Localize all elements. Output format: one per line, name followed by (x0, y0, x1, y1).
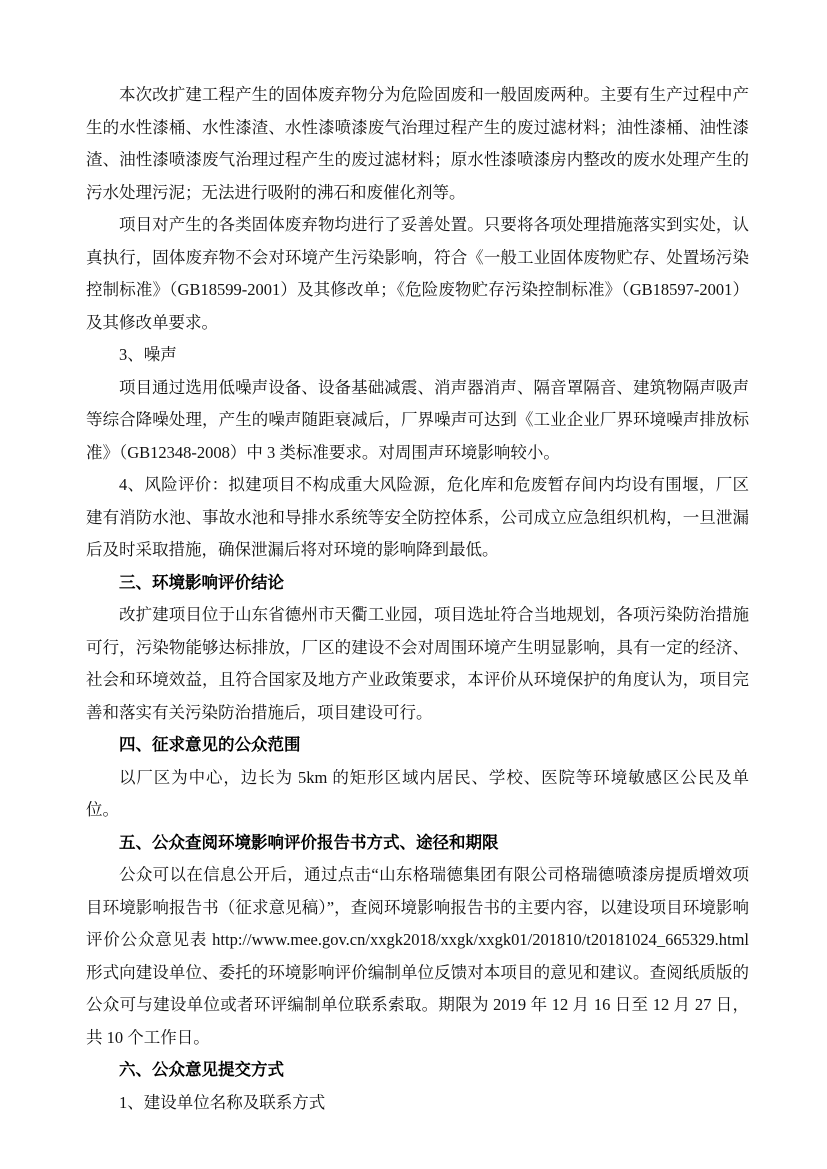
paragraph-solid-waste-disposal: 项目对产生的各类固体废弃物均进行了妥善处置。只要将各项处理措施落实到实处，认真执行，固体废弃物不会对环境产生污染影响，符合《一般工业固体废物贮存、处置场污染控制标准》（GB18599-2001）及其修改单；《危险废物贮存污染控制标准》（GB18597-2001）及其修改单要求。 (86, 215, 749, 332)
paragraph-solid-waste-types: 本次改扩建工程产生的固体废弃物分为危险固废和一般固废两种。主要有生产过程中产生的水性漆桶、水性漆渣、水性漆喷漆废气治理过程产生的废过滤材料；油性漆桶、油性漆渣、油性漆喷漆废气治理过程产生的废过滤材料；原水性漆喷漆房内整改的废水处理产生的污水处理污泥；无法进行吸附的沸石和废催化剂等。 (86, 85, 749, 202)
paragraph-eia-conclusion: 改扩建项目位于山东省德州市天衢工业园，项目选址符合当地规划，各项污染防治措施可行，污染物能够达标排放，厂区的建设不会对周围环境产生明显影响，具有一定的经济、社会和环境效益，且符合国家及地方产业政策要求，本评价从环境保护的角度认为，项目完善和落实有关污染防治措施后，项目建设可行。 (86, 605, 749, 722)
heading-section-3-eia-conclusion: 三、环境影响评价结论 (119, 573, 284, 592)
item-3-noise-label: 3、噪声 (119, 345, 177, 364)
paragraph-public-scope: 以厂区为中心，边长为 5km 的矩形区域内居民、学校、医院等环境敏感区公民及单位。 (86, 767, 749, 819)
item-1-construction-unit-contact: 1、建设单位名称及联系方式 (119, 1092, 326, 1112)
paragraph-report-access-details: 公众可以在信息公开后，通过点击“山东格瑞德集团有限公司格瑞德喷漆房提质增效项目环境影响报告书（征求意见稿）”，查阅环境影响报告书的主要内容，以建设项目环境影响评价公众意见表 http://www.mee.gov.cn/xxgk2018/xxgk/xxgk01/201810/t20181024_665329.html 形式向建设单位、委托的环境影响评价编制单位反馈对本项目的意见和建议。查阅纸质版的公众可与建设单位或者环评编制单位联系索取。期限为 2019 年 12 月 16 日至 12 月 27 日，共 10 个工作日。 (86, 865, 749, 1047)
heading-section-5-report-access: 五、公众查阅环境影响评价报告书方式、途径和期限 (119, 833, 499, 852)
heading-section-6-opinion-submission: 六、公众意见提交方式 (119, 1061, 284, 1079)
document-body (86, 79, 749, 1119)
paragraph-risk-assessment: 4、风险评价：拟建项目不构成重大风险源，危化库和危废暂存间内均设有围堰，厂区建有消防水池、事故水池和导排水系统等安全防控体系，公司成立应急组织机构，一旦泄漏后及时采取措施，确保泄漏后将对环境的影响降到最低。 (86, 475, 749, 559)
paragraph-noise-control: 项目通过选用低噪声设备、设备基础减震、消声器消声、隔音罩隔音、建筑物隔声吸声等综合降噪处理，产生的噪声随距衰减后，厂界噪声可达到《工业企业厂界环境噪声排放标准》（GB12348-2008）中 3 类标准要求。对周围声环境影响较小。 (86, 377, 749, 462)
heading-section-4-public-scope: 四、征求意见的公众范围 (119, 736, 301, 754)
